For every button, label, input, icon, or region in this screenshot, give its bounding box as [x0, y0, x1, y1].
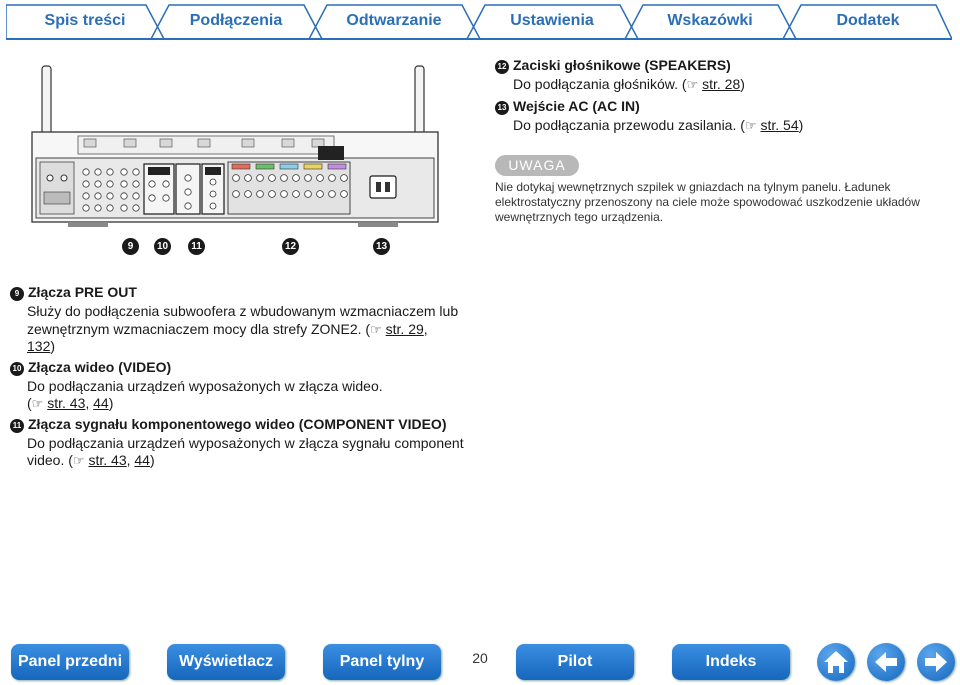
- video-page-link-2[interactable]: 44: [93, 395, 109, 411]
- callout-13: 13: [373, 238, 390, 255]
- ref-sep: ,: [85, 395, 90, 411]
- ref-close: ): [149, 452, 155, 468]
- forward-button[interactable]: [917, 643, 955, 681]
- ref-close: ): [108, 395, 114, 411]
- tab-ustawienia[interactable]: Ustawienia: [510, 12, 594, 29]
- uwaga-badge: UWAGA: [495, 155, 579, 176]
- tab-odtwarzanie[interactable]: Odtwarzanie: [346, 12, 442, 29]
- pre-out-heading: [10, 283, 137, 301]
- ref-open: (: [681, 76, 687, 92]
- component-line-2: [27, 451, 155, 470]
- item-number-10: 10: [10, 362, 24, 376]
- display-button[interactable]: Wyświetlacz: [167, 644, 285, 680]
- component-line-1: Do podłączania urządzeń wyposażonych w złącza sygnału component: [27, 435, 464, 451]
- pre-out-line-2: [27, 320, 428, 339]
- uwaga-note: [495, 180, 935, 225]
- tab-wskazowki[interactable]: Wskazówki: [667, 12, 753, 29]
- uwaga-line: Nie dotykaj wewnętrznych szpilek w gniazdach na tylnym panelu. Ładunek: [495, 180, 891, 194]
- ref-open: (: [365, 321, 371, 337]
- home-icon: [817, 643, 855, 681]
- pointing-hand-icon: ☞: [31, 396, 44, 411]
- callout-9: 9: [122, 238, 139, 255]
- pre-out-page-link-2[interactable]: 132: [27, 338, 51, 354]
- tab-bar: [6, 3, 952, 41]
- speakers-heading: [495, 57, 731, 74]
- uwaga-line: wewnętrznych tego urządzenia.: [495, 210, 664, 224]
- pre-out-page-link[interactable]: str. 29: [385, 321, 424, 337]
- ref-open: (: [740, 117, 745, 133]
- ref-close: ): [740, 76, 745, 92]
- item-number-13: 13: [495, 101, 509, 115]
- index-button[interactable]: Indeks: [672, 644, 790, 680]
- component-heading: [10, 415, 446, 433]
- component-page-link[interactable]: str. 43: [88, 452, 127, 468]
- pointing-hand-icon: ☞: [686, 77, 699, 92]
- ref-sep: ,: [126, 452, 131, 468]
- callout-12: 12: [282, 238, 299, 255]
- remote-button[interactable]: Pilot: [516, 644, 634, 680]
- ref-close: ): [798, 117, 804, 133]
- ac-in-description: [513, 117, 803, 134]
- video-heading: [10, 358, 171, 376]
- page-number: 20: [472, 650, 488, 666]
- speakers-page-link[interactable]: str. 28: [702, 76, 741, 92]
- tab-podlaczenia[interactable]: Podłączenia: [189, 12, 283, 29]
- uwaga-line: elektrostatyczny przenoszony na ciele może spowodować uszkodzenie układów: [495, 195, 920, 209]
- pointing-hand-icon: ☞: [370, 322, 382, 337]
- pre-out-title: Złącza PRE OUT: [28, 284, 137, 300]
- item-number-12: 12: [495, 60, 509, 74]
- video-refs: [27, 394, 113, 413]
- speakers-title: Zaciski głośnikowe (SPEAKERS): [513, 57, 731, 73]
- item-number-9: 9: [10, 287, 24, 301]
- ac-in-heading: [495, 98, 640, 115]
- callout-11: 11: [188, 238, 205, 255]
- item-number-11: 11: [10, 419, 24, 433]
- arrow-right-icon: [917, 643, 955, 681]
- ac-in-title: Wejście AC (AC IN): [513, 98, 640, 114]
- ref-open: (: [27, 395, 32, 411]
- ref-open: (: [68, 452, 73, 468]
- rear-panel-button[interactable]: Panel tylny: [323, 644, 441, 680]
- back-button[interactable]: [867, 643, 905, 681]
- pointing-hand-icon: ☞: [72, 453, 85, 468]
- pre-out-line-1: Służy do podłączenia subwoofera z wbudowanym wzmacniaczem lub: [27, 303, 459, 319]
- ref-close: ): [50, 338, 56, 354]
- video-page-link[interactable]: str. 43: [47, 395, 86, 411]
- front-panel-button[interactable]: Panel przedni: [11, 644, 129, 680]
- component-title: Złącza sygnału komponentowego wideo (COMPONENT VIDEO): [28, 416, 447, 432]
- video-title: Złącza wideo (VIDEO): [28, 359, 172, 375]
- video-line-1: Do podłączania urządzeń wyposażonych w złącza wideo.: [27, 378, 383, 394]
- callout-10: 10: [154, 238, 171, 255]
- pre-out-line-2-text: zewnętrznym wzmacniaczem mocy dla strefy ZONE2.: [27, 321, 362, 337]
- rear-panel-illustration: [28, 48, 448, 258]
- speakers-description: [513, 76, 745, 93]
- ac-in-page-link[interactable]: str. 54: [760, 117, 799, 133]
- component-page-link-2[interactable]: 44: [134, 452, 150, 468]
- ref-sep: ,: [423, 321, 428, 337]
- tab-dodatek[interactable]: Dodatek: [836, 12, 900, 29]
- component-line-2-text: video.: [27, 452, 65, 468]
- tab-spis-tresci[interactable]: Spis treści: [44, 12, 126, 29]
- arrow-left-icon: [867, 643, 905, 681]
- speakers-desc-text: Do podłączania głośników.: [513, 76, 678, 92]
- pointing-hand-icon: ☞: [744, 118, 757, 133]
- ac-in-desc-text: Do podłączania przewodu zasilania.: [513, 117, 737, 133]
- home-button[interactable]: [817, 643, 855, 681]
- pre-out-line-3: [27, 337, 55, 355]
- receiver-rear-panel-drawing: [28, 48, 448, 258]
